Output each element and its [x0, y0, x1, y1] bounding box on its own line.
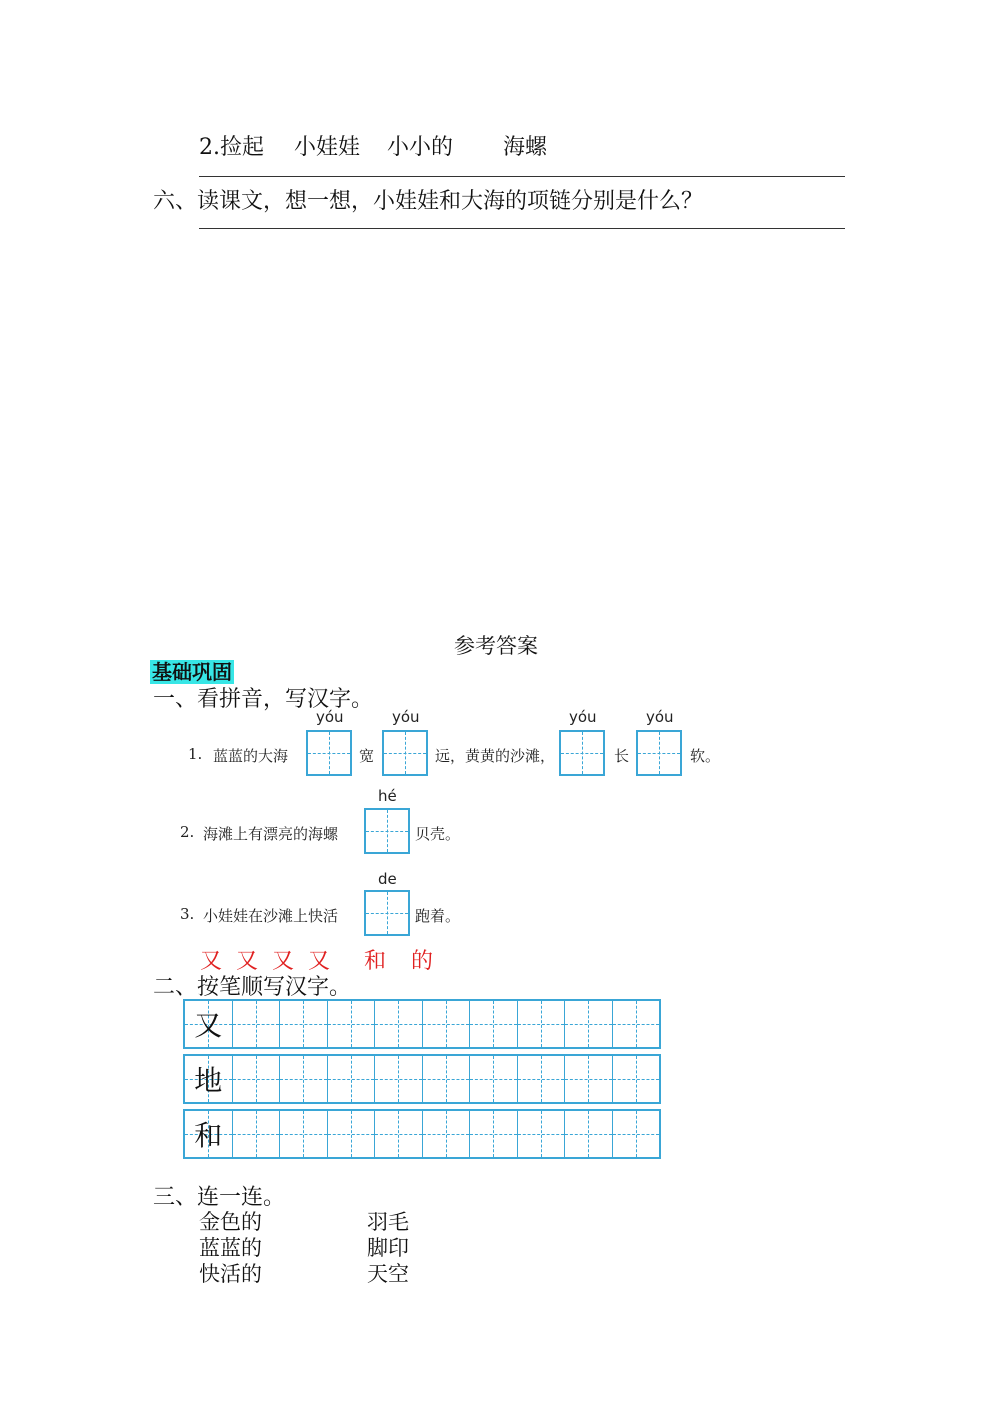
highlight-label: [150, 656, 234, 685]
writing-box[interactable]: [559, 730, 605, 776]
grid-cell: [185, 1111, 233, 1157]
stroke-grid-row: [183, 999, 661, 1049]
highlight-text: 基础巩固: [152, 660, 232, 684]
sentence-part: 小娃娃在沙滩上快活: [203, 907, 339, 925]
pinyin: yóu: [316, 708, 344, 726]
writing-box[interactable]: [364, 808, 410, 854]
writing-box[interactable]: [364, 890, 410, 936]
answer-char: 又: [236, 949, 259, 974]
grid-cell[interactable]: [565, 1001, 613, 1047]
grid-cell[interactable]: [470, 1111, 518, 1157]
match-left[interactable]: 蓝蓝的: [199, 1236, 262, 1260]
grid-cell[interactable]: [375, 1001, 423, 1047]
section-1-title: 一、看拼音，写汉字。: [153, 687, 374, 712]
item-number: 3.: [180, 905, 195, 923]
model-char: 又: [194, 1009, 223, 1042]
grid-cell[interactable]: [470, 1056, 518, 1102]
grid-cell[interactable]: [613, 1056, 660, 1102]
pinyin: yóu: [569, 708, 597, 726]
stroke-grid-row: [183, 1054, 661, 1104]
answer-char: 的: [411, 949, 434, 974]
pinyin: yóu: [392, 708, 420, 726]
model-char: 和: [194, 1119, 223, 1152]
grid-cell[interactable]: [233, 1001, 281, 1047]
pinyin: hé: [378, 787, 397, 805]
grid-cell[interactable]: [375, 1111, 423, 1157]
section-3-title: 三、连一连。: [153, 1185, 286, 1210]
writing-box[interactable]: [382, 730, 428, 776]
writing-box[interactable]: [636, 730, 682, 776]
grid-cell[interactable]: [233, 1056, 281, 1102]
sentence-part: 宽: [359, 747, 375, 765]
item-number: 2.: [180, 823, 195, 841]
sentence-part: 长: [614, 747, 630, 765]
match-left[interactable]: 金色的: [199, 1210, 262, 1234]
grid-cell: [185, 1056, 233, 1102]
sentence-part: 远，黄黄的沙滩，: [435, 747, 556, 765]
answer-line: [199, 228, 845, 229]
model-char: 地: [194, 1064, 223, 1097]
sentence-part: 跑着。: [415, 907, 461, 925]
q2-line: [199, 130, 264, 161]
q2-word: 小娃娃: [294, 135, 361, 160]
grid-cell[interactable]: [470, 1001, 518, 1047]
grid-cell[interactable]: [613, 1111, 660, 1157]
pinyin: de: [378, 870, 397, 888]
grid-cell[interactable]: [280, 1111, 328, 1157]
answer-line: [199, 176, 845, 177]
match-right[interactable]: 羽毛: [367, 1210, 409, 1234]
grid-cell[interactable]: [565, 1111, 613, 1157]
grid-cell[interactable]: [423, 1001, 471, 1047]
grid-cell[interactable]: [280, 1056, 328, 1102]
grid-cell[interactable]: [328, 1001, 376, 1047]
grid-cell[interactable]: [423, 1056, 471, 1102]
answer-char: 又: [272, 949, 295, 974]
sentence-part: 贝壳。: [415, 825, 461, 843]
grid-cell[interactable]: [518, 1001, 566, 1047]
section-2-title: 二、按笔顺写汉字。: [153, 975, 352, 1000]
grid-cell[interactable]: [375, 1056, 423, 1102]
q2-word: 小小的: [387, 135, 454, 160]
pinyin: yóu: [646, 708, 674, 726]
stroke-grid-row: [183, 1109, 661, 1159]
writing-box[interactable]: [306, 730, 352, 776]
q2-number: 2.: [199, 135, 220, 160]
match-right[interactable]: 天空: [367, 1262, 409, 1286]
sentence-part: 蓝蓝的大海: [213, 747, 289, 765]
q2-word: 捡起: [220, 135, 265, 160]
sentence-part: 软。: [690, 747, 721, 765]
q2-word: 海螺: [503, 135, 548, 160]
grid-cell[interactable]: [565, 1056, 613, 1102]
grid-cell[interactable]: [328, 1056, 376, 1102]
answers-title: 参考答案: [454, 634, 538, 658]
match-right[interactable]: 脚印: [367, 1236, 409, 1260]
grid-cell[interactable]: [518, 1056, 566, 1102]
grid-cell[interactable]: [518, 1111, 566, 1157]
grid-cell[interactable]: [233, 1111, 281, 1157]
section-6-title: 六、读课文，想一想，小娃娃和大海的项链分别是什么？: [153, 189, 704, 214]
grid-cell: [185, 1001, 233, 1047]
answer-char: 又: [308, 949, 331, 974]
grid-cell[interactable]: [280, 1001, 328, 1047]
answer-char: 又: [200, 949, 223, 974]
grid-cell[interactable]: [613, 1001, 660, 1047]
sentence-part: 海滩上有漂亮的海螺: [203, 825, 339, 843]
answer-char: 和: [364, 949, 387, 974]
grid-cell[interactable]: [423, 1111, 471, 1157]
match-left[interactable]: 快活的: [199, 1262, 262, 1286]
item-number: 1.: [188, 745, 203, 763]
grid-cell[interactable]: [328, 1111, 376, 1157]
